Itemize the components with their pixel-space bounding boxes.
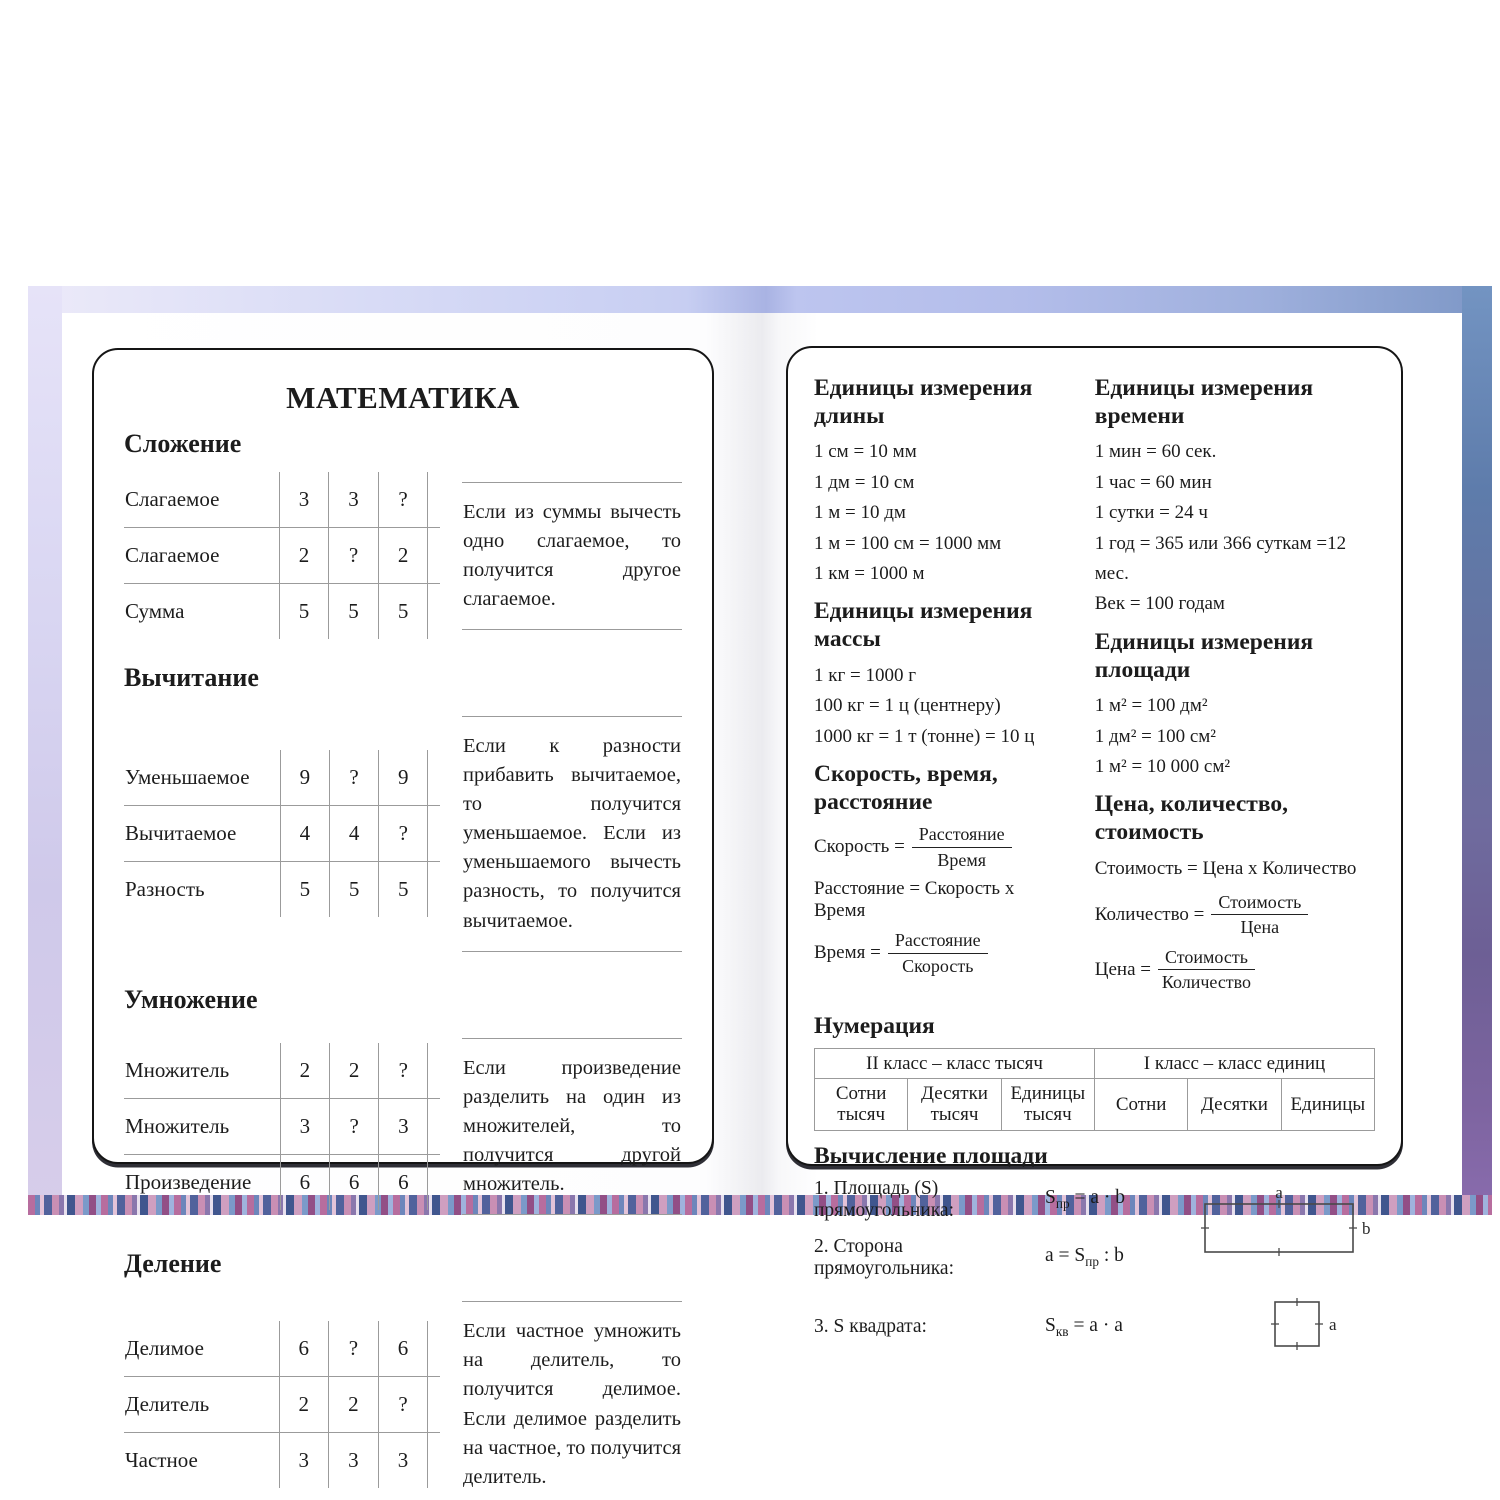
formula-part: : b [1098,1245,1124,1267]
table-row [124,750,440,806]
rule-note: Если из суммы вычесть одно слагаемое, то получится другое слагаемое. [462,482,682,630]
section-body [124,1017,682,1236]
formula-subscript: пр [1085,1254,1099,1270]
division-table [124,1321,440,1488]
formula-price [1095,946,1375,994]
unit-line: 1 м² = 100 дм² [1094,695,1208,717]
cell-end [428,862,440,918]
speed-heading: Скорость, время, расстояние [814,761,998,815]
row-label: Частное [124,1433,279,1489]
cell: 2 [280,1043,329,1099]
cell-end [428,1098,440,1154]
column-header: Сотни тысяч [815,1079,908,1131]
units-length-heading: Единицы измерения длины [814,375,1033,429]
cell: ? [378,1377,428,1433]
cell: ? [329,528,379,584]
area-item-formula [1045,1187,1197,1212]
row-label: Множитель [124,1098,280,1154]
table-row [124,1098,440,1154]
area-item-formula [1045,1245,1197,1270]
cell: 6 [378,1321,428,1377]
section-division [124,1249,682,1500]
fraction-numerator: Расстояние [912,823,1012,848]
multiplication-table [124,1043,440,1210]
section-addition [124,429,682,650]
cell: 9 [280,750,329,806]
square-label-a: a [1329,1314,1337,1334]
cell-end [428,1321,440,1377]
rule-note: Если частное умножить на делитель, то получится делимое. Если делимое разделить на частное, то получится делитель. [462,1301,682,1500]
cell: 2 [378,528,428,584]
right-page-panel [786,346,1403,1339]
cell: 6 [379,1154,428,1210]
fraction-denominator: Время [937,849,987,870]
cell-end [428,1154,440,1210]
cell: 2 [330,1043,379,1099]
table-row [124,862,440,918]
cell: 4 [280,806,329,862]
area-item-formula [1045,1315,1197,1340]
cell-end [428,528,440,584]
area-calc-grid [814,1178,1375,1361]
cell: 5 [329,862,378,918]
cell-end [428,750,440,806]
area-item-label: 1. Площадь (S) прямоугольника: [814,1177,955,1221]
row-label: Делимое [125,1336,204,1361]
fraction [1211,891,1308,939]
units-area-heading: Единицы измерения площади [1094,628,1314,683]
cell: 5 [280,862,329,918]
subtraction-table [124,750,440,917]
row-label: Слагаемое [125,487,220,512]
cell: 5 [378,584,428,640]
cell-end [428,806,440,862]
rule-note: Если к разности прибавить вычитаемое, то получится уменьшаемое. Если из уменьшаемого вычесть разность, то получится вычитаемое. [462,716,682,952]
cell: 6 [279,1321,329,1377]
formula-speed [814,823,1069,871]
formula-part: S [1045,1314,1056,1336]
fraction-denominator: Скорость [902,955,974,976]
cell: ? [379,1043,428,1099]
formula-part: = a · a [1068,1314,1123,1336]
units-mass-heading: Единицы измерения массы [814,598,1033,653]
cell: 2 [329,1377,379,1433]
row-label: Уменьшаемое [125,765,250,790]
unit-line: Век = 100 годам [1094,593,1225,615]
table-row [124,1154,440,1210]
formula-subscript: кв [1055,1323,1069,1339]
cell: 9 [379,750,428,806]
cover-edge-top [28,286,1492,313]
section-heading: Умножение [124,985,258,1015]
cell: 3 [379,1098,428,1154]
cell: 2 [279,528,329,584]
units-columns [814,366,1375,1001]
unit-line: 1 мин = 60 сек. [1094,441,1217,463]
section-heading: Вычитание [124,663,259,693]
rectangle-diagram [1197,1184,1375,1273]
cell: 5 [279,584,329,640]
cell-end [428,472,440,528]
unit-line: 1 км = 1000 м [814,563,925,584]
row-label: Множитель [125,1057,230,1082]
table-row [124,1043,440,1099]
cell: 6 [280,1154,329,1210]
table-row [124,1433,440,1489]
class-units-header: I класс – класс единиц [1094,1048,1374,1078]
cell-end [428,1377,440,1433]
column-header: Сотни [1094,1079,1187,1131]
rule-note: Если произведение разделить на один из множителей, то получится другой множитель. [462,1038,682,1216]
cell-end [428,1433,440,1489]
page-title: МАТЕМАТИКА [286,380,520,415]
cell: 3 [280,1098,329,1154]
fraction [1158,946,1255,994]
row-label: Вычитаемое [124,806,280,862]
cell-end [428,1043,440,1099]
cell: 5 [329,584,379,640]
units-column-left [814,366,1069,1001]
formula-time [814,929,1069,977]
formula-lhs: Скорость = [814,836,905,858]
fraction-numerator: Стоимость [1158,946,1255,971]
formula-part: = a · b [1069,1187,1125,1209]
formula-lhs: Количество = [1094,903,1205,925]
formula-part: a = S [1045,1245,1086,1267]
section-body [124,695,682,972]
fraction [888,929,988,977]
formula-distance: Расстояние = Скорость x Время [814,878,1015,922]
rect-label-a: a [1275,1184,1283,1203]
unit-line: 1 м = 10 дм [814,502,906,524]
cell: 3 [378,1433,428,1489]
cell: 5 [379,862,428,918]
table-row [124,472,440,528]
formula-lhs: Время = [814,942,881,964]
formula-subscript: пр [1055,1196,1070,1212]
section-heading: Сложение [124,429,242,458]
cell: 3 [329,472,379,528]
cell: ? [378,472,428,528]
section-heading: Деление [124,1248,222,1278]
unit-line: 100 кг = 1 ц (центнеру) [814,695,1001,717]
unit-line: 1 м = 100 см = 1000 мм [814,532,1002,554]
cell: 6 [330,1154,379,1210]
section-body [124,461,682,650]
cell: 3 [279,472,329,528]
section-body [124,1281,682,1500]
cell: ? [379,806,428,862]
left-page-panel [92,348,714,1488]
table-row [124,1377,440,1433]
unit-line: 1 год = 365 или 366 суткам =12 мес. [1094,532,1347,584]
unit-line: 1 дм² = 100 см² [1094,725,1217,747]
fraction-denominator: Цена [1240,917,1280,938]
open-pages [62,313,1462,1488]
column-header: Десятки тысяч [908,1079,1001,1131]
cover-edge-right [1462,286,1492,1215]
table-row [124,528,440,584]
unit-line: 1 см = 10 мм [814,441,917,463]
unit-line: 1 сутки = 24 ч [1094,502,1208,524]
table-row [124,806,440,862]
column-header: Единицы тысяч [1001,1079,1094,1131]
section-multiplication [124,985,682,1236]
table-row [815,1048,1375,1078]
section-subtraction [124,663,682,972]
cover-edge-left [28,286,62,1215]
formula-part: S [1045,1187,1056,1209]
area-item-label: 3. S квадрата: [814,1316,927,1338]
cell-end [428,584,440,640]
rect-label-b: b [1362,1219,1371,1239]
units-time-heading: Единицы измерения времени [1094,375,1314,429]
table-row [124,584,440,640]
table-row [815,1079,1375,1131]
cell: 3 [329,1433,379,1489]
area-item-label: 2. Сторона прямоугольника: [814,1235,955,1279]
units-column-right [1095,366,1375,1001]
unit-line: 1 час = 60 мин [1094,471,1212,493]
square-diagram [1197,1294,1375,1361]
fraction [912,823,1012,871]
unit-line: 1 дм = 10 см [814,471,915,493]
addition-table [124,472,440,639]
row-label: Сумма [124,584,279,640]
formula-lhs: Цена = [1094,958,1151,980]
row-label: Разность [124,862,280,918]
fraction-numerator: Стоимость [1211,891,1308,916]
class-thousands-header: II класс – класс тысяч [815,1048,1095,1078]
price-heading: Цена, количество, стоимость [1094,791,1288,846]
notebook-photo [28,286,1492,1488]
column-header: Десятки [1188,1079,1281,1131]
row-label: Слагаемое [124,528,279,584]
numeration-heading: Нумерация [814,1012,935,1039]
cell: 2 [279,1377,329,1433]
fraction-denominator: Количество [1161,972,1252,993]
fraction-numerator: Расстояние [888,929,988,954]
area-calc-heading: Вычисление площади [814,1142,1048,1169]
cell: 3 [279,1433,329,1489]
unit-line: 1 кг = 1000 г [814,664,917,686]
cell: ? [330,1098,379,1154]
formula-cost: Стоимость = Цена x Количество [1094,857,1357,879]
row-label: Делитель [124,1377,279,1433]
unit-line: 1000 кг = 1 т (тонне) = 10 ц [814,725,1035,747]
row-label: Произведение [124,1154,280,1210]
table-row [124,1321,440,1377]
numeration-table [814,1048,1375,1131]
column-header: Единицы [1281,1079,1374,1131]
formula-quantity [1095,891,1375,939]
cell: 4 [329,806,378,862]
cell: ? [329,1321,379,1377]
unit-line: 1 м² = 10 000 см² [1094,756,1231,777]
cell: ? [329,750,378,806]
